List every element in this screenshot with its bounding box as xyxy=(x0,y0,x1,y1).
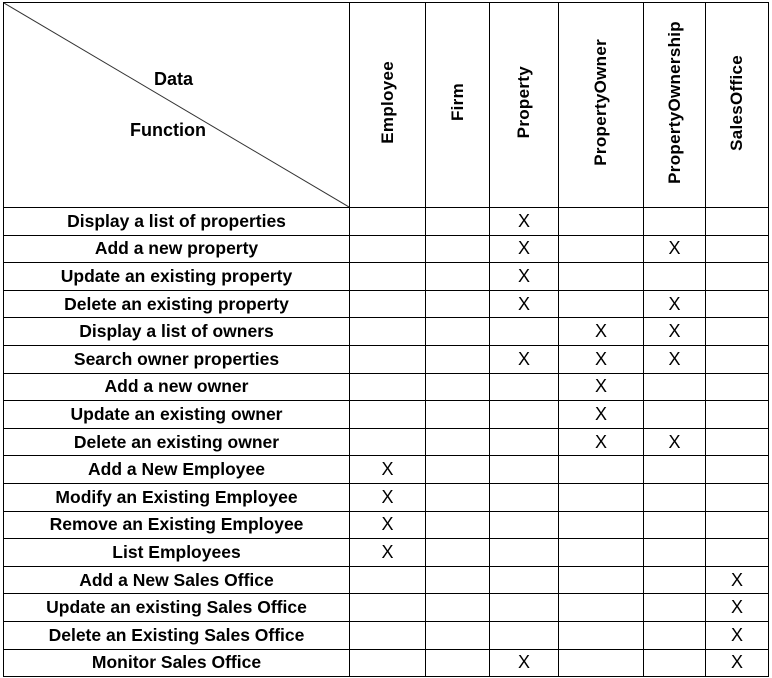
mark-cell-empty xyxy=(490,428,559,456)
mark-cell-empty xyxy=(426,290,490,318)
mark-cell-empty xyxy=(706,539,769,567)
mark-cell-empty xyxy=(559,208,644,236)
mark-cell-empty xyxy=(706,373,769,401)
mark-cell-x: X xyxy=(706,566,769,594)
mark-cell-empty xyxy=(644,456,706,484)
function-cell: Delete an Existing Sales Office xyxy=(4,621,350,649)
table-row xyxy=(4,566,769,594)
mark-cell-empty xyxy=(426,621,490,649)
corner-header-cell xyxy=(4,3,350,208)
table-row xyxy=(4,539,769,567)
mark-cell-empty xyxy=(644,511,706,539)
table-row xyxy=(4,428,769,456)
mark-cell-empty xyxy=(706,483,769,511)
mark-cell-empty xyxy=(706,290,769,318)
column-label: Firm xyxy=(447,83,467,122)
mark-cell-empty xyxy=(559,566,644,594)
mark-cell-empty xyxy=(426,318,490,346)
table-row xyxy=(4,511,769,539)
mark-cell-empty xyxy=(559,456,644,484)
mark-cell-empty xyxy=(350,290,426,318)
mark-cell-empty xyxy=(559,483,644,511)
diagonal-divider xyxy=(4,3,349,207)
mark-cell-empty xyxy=(559,649,644,677)
column-header-salesoffice xyxy=(706,3,769,208)
mark-cell-x: X xyxy=(559,373,644,401)
mark-cell-empty xyxy=(426,594,490,622)
mark-cell-empty xyxy=(644,373,706,401)
mark-cell-empty xyxy=(350,566,426,594)
mark-cell-x: X xyxy=(644,345,706,373)
header-row xyxy=(4,3,769,208)
mark-cell-empty xyxy=(559,263,644,291)
table-row xyxy=(4,456,769,484)
mark-cell-empty xyxy=(706,511,769,539)
table-row xyxy=(4,290,769,318)
mark-cell-empty xyxy=(350,401,426,429)
mark-cell-x: X xyxy=(644,428,706,456)
mark-cell-x: X xyxy=(350,483,426,511)
mark-cell-empty xyxy=(644,649,706,677)
column-label: Property xyxy=(514,66,533,139)
mark-cell-empty xyxy=(350,594,426,622)
mark-cell-empty xyxy=(490,456,559,484)
function-cell: Remove an Existing Employee xyxy=(4,511,350,539)
function-cell: Delete an existing owner xyxy=(4,428,350,456)
mark-cell-empty xyxy=(559,511,644,539)
mark-cell-empty xyxy=(426,401,490,429)
mark-cell-empty xyxy=(350,428,426,456)
mark-cell-empty xyxy=(644,539,706,567)
column-header-propertyownership xyxy=(644,3,706,208)
mark-cell-x: X xyxy=(490,263,559,291)
mark-cell-empty xyxy=(490,539,559,567)
mark-cell-empty xyxy=(350,621,426,649)
table-row xyxy=(4,401,769,429)
function-cell: Update an existing property xyxy=(4,263,350,291)
mark-cell-empty xyxy=(426,235,490,263)
column-label: PropertyOwner xyxy=(591,39,610,166)
function-cell: Display a list of owners xyxy=(4,318,350,346)
mark-cell-empty xyxy=(706,235,769,263)
table-row xyxy=(4,318,769,346)
mark-cell-x: X xyxy=(490,208,559,236)
mark-cell-x: X xyxy=(490,345,559,373)
function-cell: Delete an existing property xyxy=(4,290,350,318)
mark-cell-empty xyxy=(559,621,644,649)
mark-cell-empty xyxy=(644,594,706,622)
mark-cell-empty xyxy=(706,401,769,429)
mark-cell-x: X xyxy=(490,290,559,318)
mark-cell-empty xyxy=(490,483,559,511)
mark-cell-empty xyxy=(490,566,559,594)
table-row xyxy=(4,483,769,511)
table-row xyxy=(4,345,769,373)
mark-cell-empty xyxy=(644,621,706,649)
table-row xyxy=(4,594,769,622)
mark-cell-empty xyxy=(559,594,644,622)
corner-label-function: Function xyxy=(130,120,206,140)
mark-cell-x: X xyxy=(350,511,426,539)
mark-cell-empty xyxy=(644,401,706,429)
function-cell: List Employees xyxy=(4,539,350,567)
mark-cell-empty xyxy=(426,483,490,511)
column-label: PropertyOwnership xyxy=(664,21,684,184)
mark-cell-empty xyxy=(350,649,426,677)
mark-cell-empty xyxy=(490,511,559,539)
mark-cell-empty xyxy=(706,345,769,373)
mark-cell-x: X xyxy=(706,649,769,677)
mark-cell-empty xyxy=(426,566,490,594)
function-cell: Add a New Sales Office xyxy=(4,566,350,594)
mark-cell-empty xyxy=(490,401,559,429)
function-cell: Modify an Existing Employee xyxy=(4,483,350,511)
mark-cell-empty xyxy=(706,208,769,236)
mark-cell-empty xyxy=(706,318,769,346)
mark-cell-x: X xyxy=(559,345,644,373)
mark-cell-empty xyxy=(644,263,706,291)
table-row xyxy=(4,208,769,236)
function-cell: Add a new owner xyxy=(4,373,350,401)
mark-cell-empty xyxy=(706,263,769,291)
column-header-property xyxy=(490,3,559,208)
mark-cell-x: X xyxy=(490,649,559,677)
table-row xyxy=(4,621,769,649)
mark-cell-empty xyxy=(350,345,426,373)
column-header-propertyowner xyxy=(559,3,644,208)
function-cell: Monitor Sales Office xyxy=(4,649,350,677)
function-data-matrix xyxy=(3,2,769,677)
mark-cell-empty xyxy=(426,373,490,401)
mark-cell-x: X xyxy=(644,318,706,346)
table-row xyxy=(4,649,769,677)
mark-cell-empty xyxy=(559,290,644,318)
table-row xyxy=(4,263,769,291)
column-header-employee xyxy=(350,3,426,208)
mark-cell-x: X xyxy=(706,621,769,649)
mark-cell-x: X xyxy=(559,428,644,456)
mark-cell-empty xyxy=(706,456,769,484)
corner-label-data: Data xyxy=(154,69,194,89)
mark-cell-x: X xyxy=(559,318,644,346)
mark-cell-empty xyxy=(706,428,769,456)
mark-cell-x: X xyxy=(644,235,706,263)
mark-cell-empty xyxy=(644,483,706,511)
table-row xyxy=(4,373,769,401)
function-cell: Update an existing Sales Office xyxy=(4,594,350,622)
function-cell: Search owner properties xyxy=(4,345,350,373)
mark-cell-x: X xyxy=(490,235,559,263)
mark-cell-x: X xyxy=(706,594,769,622)
mark-cell-empty xyxy=(350,373,426,401)
mark-cell-x: X xyxy=(350,539,426,567)
function-cell: Add a new property xyxy=(4,235,350,263)
mark-cell-empty xyxy=(426,345,490,373)
mark-cell-empty xyxy=(426,456,490,484)
mark-cell-empty xyxy=(426,208,490,236)
mark-cell-empty xyxy=(350,235,426,263)
table-row xyxy=(4,235,769,263)
mark-cell-empty xyxy=(490,373,559,401)
mark-cell-empty xyxy=(350,263,426,291)
mark-cell-empty xyxy=(644,566,706,594)
function-cell: Add a New Employee xyxy=(4,456,350,484)
mark-cell-empty xyxy=(426,428,490,456)
mark-cell-x: X xyxy=(350,456,426,484)
mark-cell-x: X xyxy=(559,401,644,429)
mark-cell-x: X xyxy=(644,290,706,318)
mark-cell-empty xyxy=(490,621,559,649)
mark-cell-empty xyxy=(426,263,490,291)
mark-cell-empty xyxy=(350,318,426,346)
mark-cell-empty xyxy=(490,318,559,346)
table-body xyxy=(4,208,769,677)
mark-cell-empty xyxy=(426,511,490,539)
mark-cell-empty xyxy=(644,208,706,236)
mark-cell-empty xyxy=(426,649,490,677)
mark-cell-empty xyxy=(559,539,644,567)
column-label: SalesOffice xyxy=(727,54,746,151)
column-header-firm xyxy=(426,3,490,208)
mark-cell-empty xyxy=(426,539,490,567)
mark-cell-empty xyxy=(559,235,644,263)
mark-cell-empty xyxy=(350,208,426,236)
function-cell: Update an existing owner xyxy=(4,401,350,429)
mark-cell-empty xyxy=(490,594,559,622)
column-label: Employee xyxy=(377,61,397,144)
function-cell: Display a list of properties xyxy=(4,208,350,236)
